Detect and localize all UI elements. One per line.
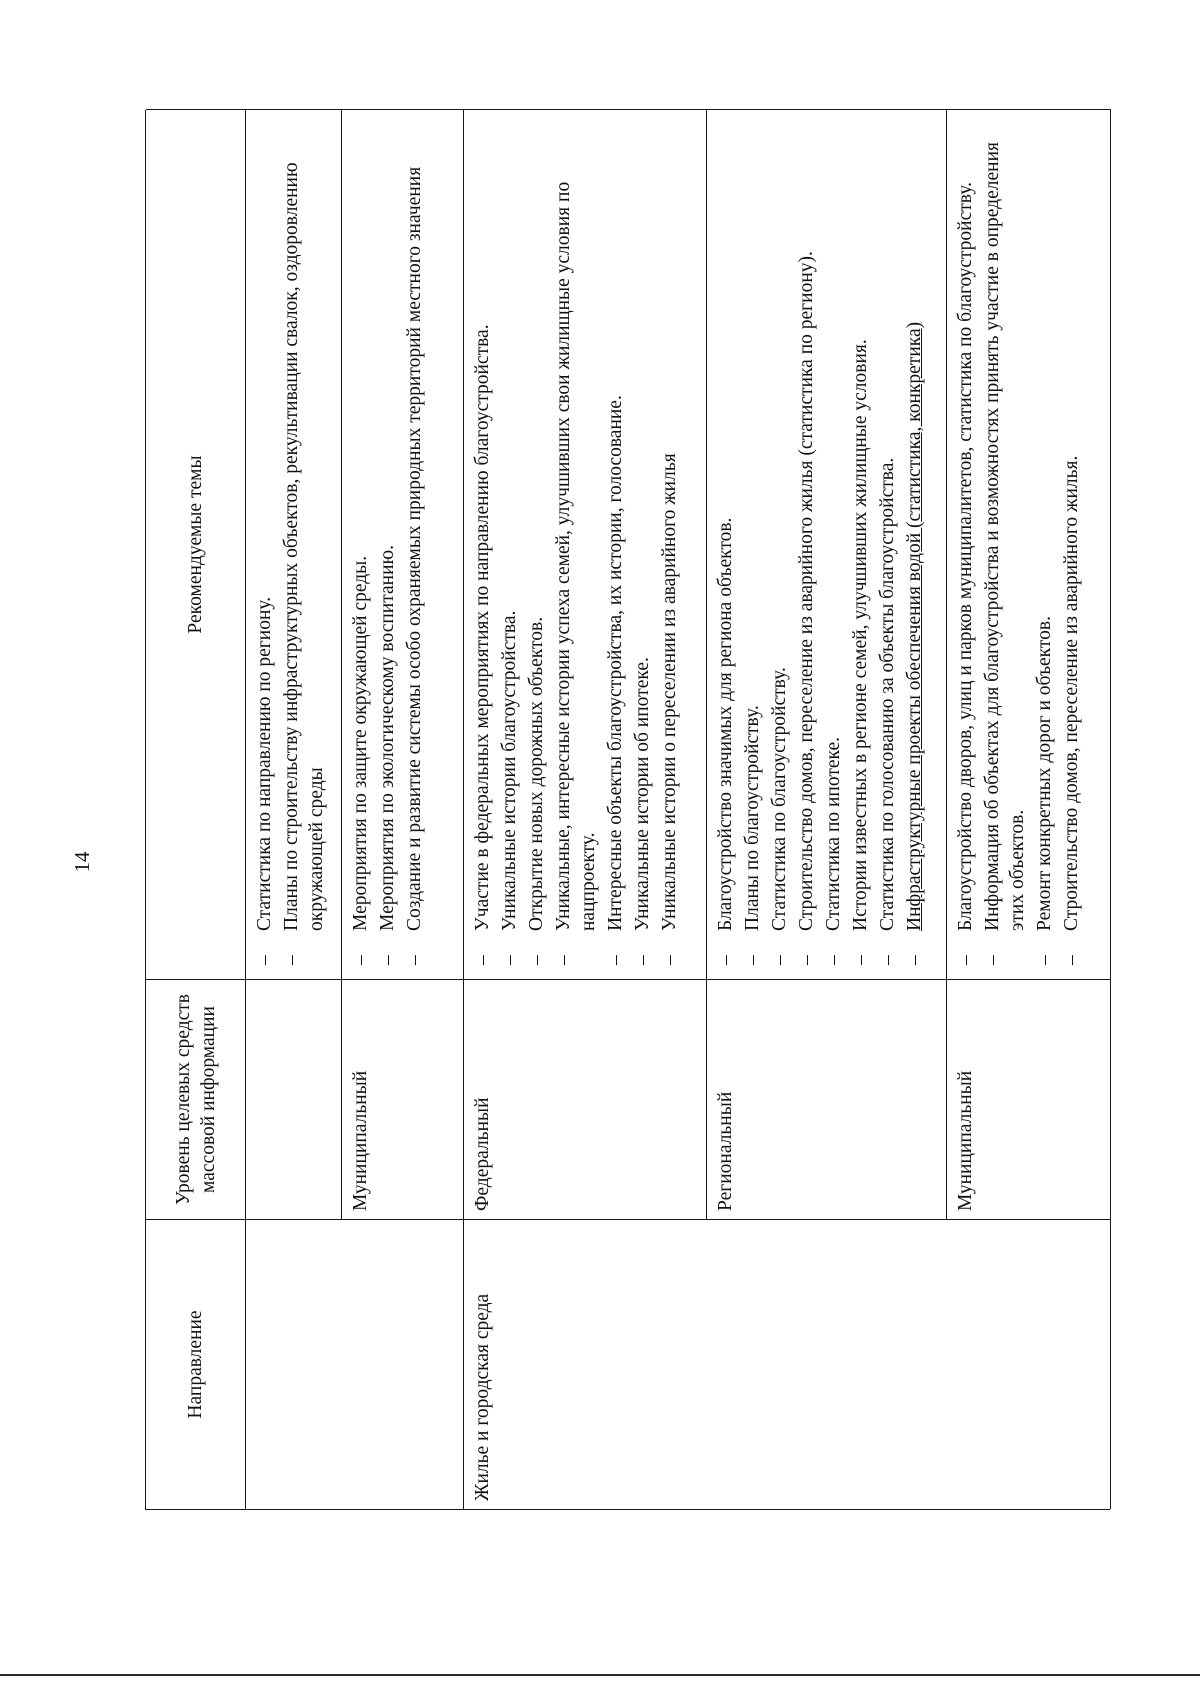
- level-cell: Муниципальный: [342, 979, 464, 1219]
- topic-item: – Ремонт конкретных дорог и объектов.: [1032, 118, 1057, 971]
- level-cell: Муниципальный: [947, 979, 1111, 1219]
- topics-list: [470, 118, 682, 971]
- topic-item: – Строительство домов, переселение из аварийного жилья (статистика по региону).: [794, 118, 819, 971]
- topic-item: – Статистика по направлению по региону.: [252, 118, 277, 971]
- header-recommended-topics: Рекомендуемые темы: [146, 109, 246, 979]
- topic-item: – Уникальные истории об ипотеке.: [630, 118, 655, 971]
- topic-item: – Истории известных в регионе семей, улучшивших жилищные условия.: [848, 118, 873, 971]
- topic-item: – Уникальные истории о переселении из аварийного жилья: [657, 118, 682, 971]
- topics-cell: [246, 109, 342, 979]
- topic-item: – Строительство домов, переселение из аварийного жилья.: [1059, 118, 1084, 971]
- page-number: 14: [70, 851, 94, 873]
- topics-cell: [707, 109, 947, 979]
- recommendations-table: [145, 110, 1110, 1510]
- topic-item: – Уникальные истории благоустройства.: [497, 118, 522, 971]
- level-cell: Региональный: [707, 979, 947, 1219]
- topic-item: – Интересные объекты благоустройства, их истории, голосование.: [603, 118, 628, 971]
- direction-cell-continued: [246, 1219, 464, 1509]
- topic-item: – Статистика по ипотеке.: [821, 118, 846, 971]
- header-media-level: Уровень целевых средств массовой информации: [146, 979, 246, 1219]
- topic-item: – Планы по строительству инфраструктурных объектов, рекультивации свалок, оздоровлению окружающей среды: [279, 118, 329, 971]
- topic-item: – Информация об объектах для благоустройства и возможностях принять участие в определения этих объектов.: [980, 118, 1030, 971]
- topics-list: [953, 118, 1084, 971]
- topic-item: – Мероприятия по защите окружающей среды.: [348, 118, 373, 971]
- header-direction: Направление: [146, 1219, 246, 1509]
- level-cell: Федеральный: [464, 979, 707, 1219]
- topics-list: [348, 118, 427, 971]
- topic-item: – Благоустройство дворов, улиц и парков муниципалитетов, статистика по благоустройству.: [953, 118, 978, 971]
- topics-cell: [464, 109, 707, 979]
- topic-item: – Уникальные, интересные истории успеха семей, улучшивших свои жилищные условия по нацпроекту.: [551, 118, 601, 971]
- topic-item: – Инфраструктурные проекты обеспечения водой (статистика, конкретика): [902, 118, 927, 971]
- topics-cell: [342, 109, 464, 979]
- topic-item: – Участие в федеральных мероприятиях по направлению благоустройства.: [470, 118, 495, 971]
- topic-item: – Мероприятия по экологическому воспитанию.: [375, 118, 400, 971]
- topic-item: – Планы по благоустройству.: [740, 118, 765, 971]
- topic-item: – Открытие новых дорожных объектов.: [524, 118, 549, 971]
- topic-item: – Статистика по благоустройству.: [767, 118, 792, 971]
- level-cell: [246, 979, 342, 1219]
- topics-list: [713, 118, 927, 971]
- topic-item: – Создание и развитие системы особо охраняемых природных территорий местного значения: [402, 118, 427, 971]
- topics-list: [252, 118, 329, 971]
- direction-cell-housing: Жилье и городская среда: [464, 1219, 1111, 1509]
- topic-item: – Благоустройство значимых для региона объектов.: [713, 118, 738, 971]
- rotated-table-container: [145, 110, 1110, 1510]
- topic-item: – Статистика по голосованию за объекты благоустройства.: [875, 118, 900, 971]
- topics-cell: [947, 109, 1111, 979]
- bottom-scan-line: [0, 1674, 1200, 1676]
